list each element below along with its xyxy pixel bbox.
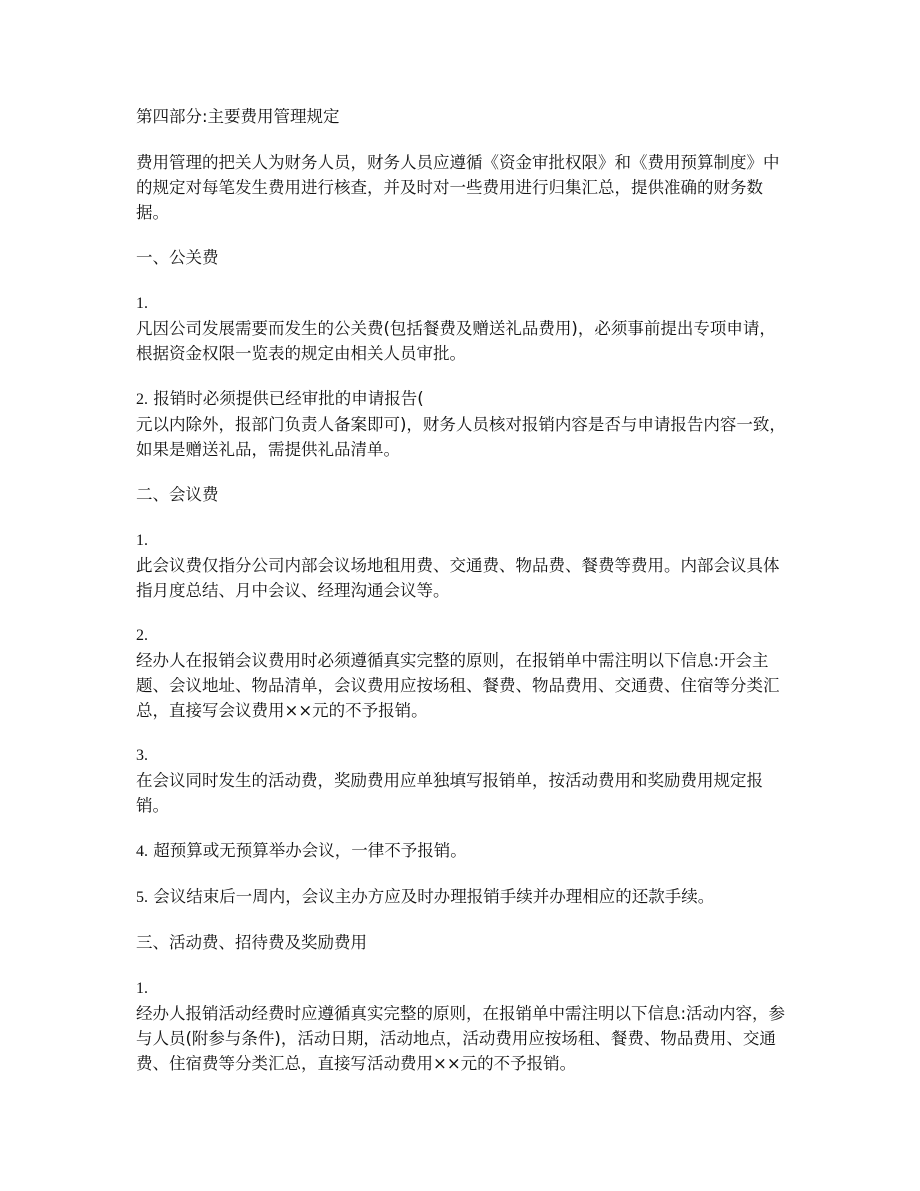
item-text: 元以内除外，报部门负责人备案即可)，财务人员核对报销内容是否与申请报告内容一致，如果是赠送礼品，需提供礼品清单。 — [136, 415, 786, 459]
intro-paragraph: 费用管理的把关人为财务人员，财务人员应遵循《资金审批权限》和《费用预算制度》中的规定对每笔发生费用进行核查，并及时对一些费用进行归集汇总，提供准确的财务数据。 — [136, 153, 780, 222]
item-number: 5. — [136, 889, 148, 906]
item-text: 此会议费仅指分公司内部会议场地租用费、交通费、物品费、餐费等费用。内部会议具体指月度总结、月中会议、经理沟通会议等。 — [136, 556, 780, 600]
list-item — [136, 743, 788, 818]
item-number: 3. — [136, 747, 148, 764]
item-text: 凡因公司发展需要而发生的公关费(包括餐费及赠送礼品费用)，必须事前提出专项申请，根据资金权限一览表的规定由相关人员审批。 — [136, 319, 776, 363]
list-item — [136, 291, 788, 366]
list-item — [136, 623, 788, 723]
item-text: 超预算或无预算举办会议，一律不予报销。 — [153, 841, 467, 860]
list-item — [136, 884, 788, 910]
section-heading-activity-fees: 三、活动费、招待费及奖励费用 — [136, 933, 367, 952]
document-body — [136, 104, 788, 1096]
page-title: 第四部分:主要费用管理规定 — [136, 107, 340, 126]
item-number: 2. — [136, 391, 148, 408]
item-text: 在会议同时发生的活动费，奖励费用应单独填写报销单，按活动费用和奖励费用规定报销。 — [136, 771, 763, 815]
item-text: 会议结束后一周内，会议主办方应及时办理报销手续并办理相应的还款手续。 — [153, 887, 715, 906]
item-number: 2. — [136, 627, 148, 644]
list-item — [136, 528, 788, 603]
item-number: 1. — [136, 295, 148, 312]
item-number: 4. — [136, 843, 148, 860]
list-item — [136, 838, 788, 864]
item-number: 1. — [136, 532, 148, 549]
item-text: 经办人在报销会议费用时必须遵循真实完整的原则，在报销单中需注明以下信息:开会主题、会议地址、物品清单，会议费用应按场租、餐费、物品费用、交通费、住宿等分类汇总，直接写会议费用××元的不予报销。 — [136, 651, 780, 720]
section-heading-public-relations: 一、公关费 — [136, 248, 219, 267]
list-item — [136, 976, 788, 1076]
list-item — [136, 386, 788, 462]
item-text: 经办人报销活动经费时应遵循真实完整的原则，在报销单中需注明以下信息:活动内容，参与人员(附参与条件)，活动日期，活动地点，活动费用应按场租、餐费、物品费用、交通费、住宿费等分类汇总，直接写活动费用××元的不予报销。 — [136, 1004, 786, 1073]
item-number: 1. — [136, 980, 148, 997]
section-heading-meeting-fees: 二、会议费 — [136, 485, 219, 504]
item-text-line1: 报销时必须提供已经审批的申请报告( — [153, 389, 424, 408]
